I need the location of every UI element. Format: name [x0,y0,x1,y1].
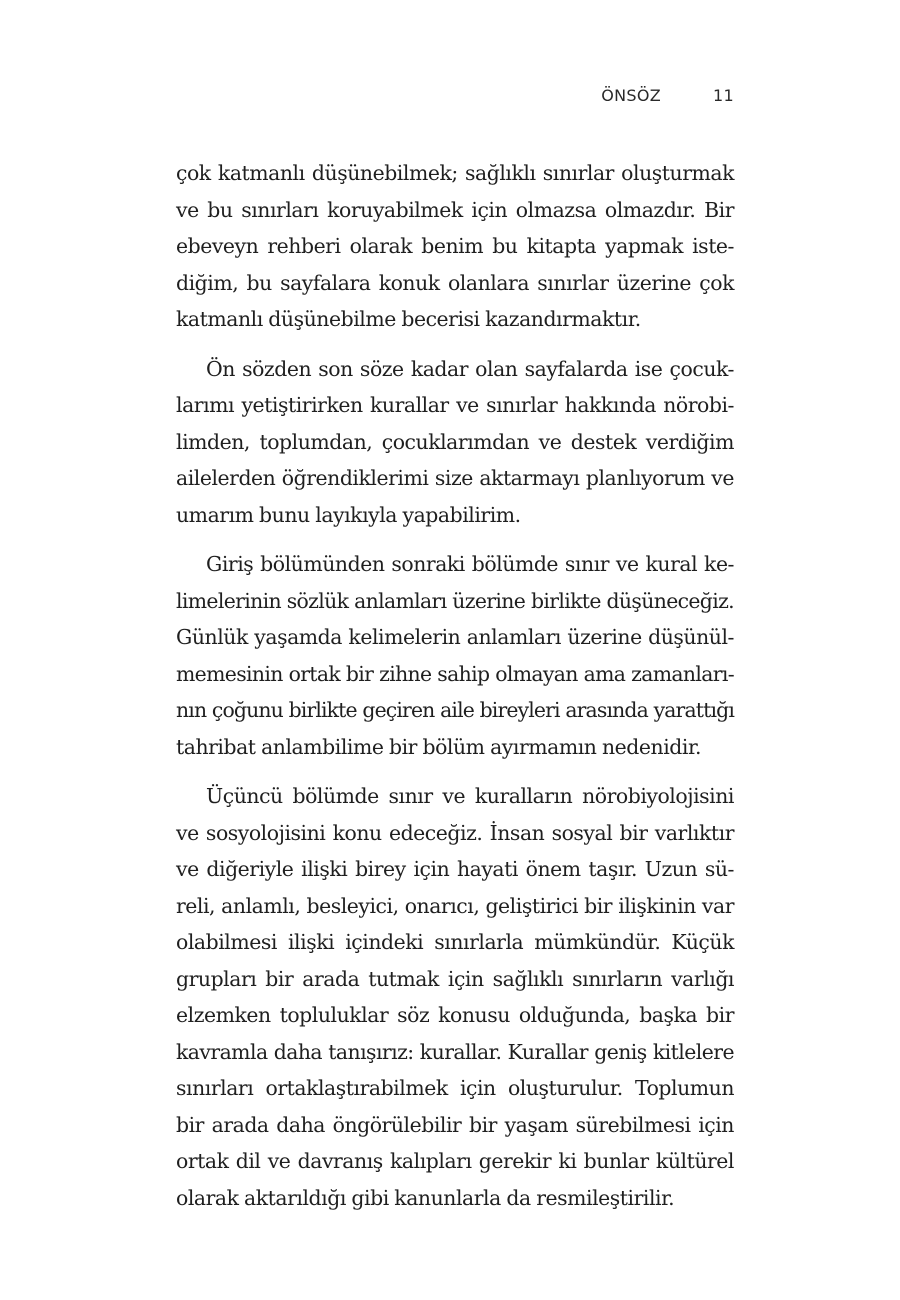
paragraph-1 [176,155,734,338]
paragraph-2 [176,351,734,534]
text-line: çok katmanlı düşünebilmek; sağlıklı sınırlar oluşturmak [176,161,734,185]
body-text [176,155,734,1229]
text-line: reli, anlamlı, besleyici, onarıcı, geliştirici bir ilişkinin var [176,893,734,918]
text-line: Giriş bölümünden sonraki bölümde sınır ve kural ke- [206,552,734,576]
text-line: larımı yetiştirirken kurallar ve sınırlar hakkında nörobi- [176,393,734,417]
text-line: ve sosyolojisini konu edeceğiz. İnsan sosyal bir varlıktır [176,820,734,845]
text-line: ortak dil ve davranış kalıpları gerekir ki bunlar kültürel [176,1149,734,1173]
text-line: sınırları ortaklaştırabilmek için oluşturulur. Toplumun [176,1076,734,1100]
text-line: bir arada daha öngörülebilir bir yaşam sürebilmesi için [176,1112,734,1137]
text-line: elzemken topluluklar söz konusu olduğunda, başka bir [176,1003,734,1027]
text-line: tahribat anlambilime bir bölüm ayırmamın nedenidir. [176,734,702,759]
text-line: diğim, bu sayfalara konuk olanlara sınırlar üzerine çok [176,270,734,295]
running-header [601,86,734,105]
text-line: Ön sözden son söze kadar olan sayfalarda ise çocuk- [206,356,734,381]
text-line: ebeveyn rehberi olarak benim bu kitapta yapmak iste- [176,234,734,258]
text-line: ailelerden öğrendiklerimi size aktarmayı planlıyorum ve [176,466,734,490]
page-number: 11 [713,86,734,105]
section-title: ÖNSÖZ [601,86,662,105]
text-line: limelerinin sözlük anlamları üzerine birlikte düşüneceğiz. [176,588,734,613]
text-line: Günlük yaşamda kelimelerin anlamları üzerine düşünül- [176,625,734,649]
text-line: umarım bunu layıkıyla yapabilirim. [176,502,521,527]
text-line: kavramla daha tanışırız: kurallar. Kurallar geniş kitlelere [176,1039,734,1064]
text-line: ve diğeriyle ilişki birey için hayati önem taşır. Uzun sü- [176,857,734,881]
paragraph-4 [176,778,734,1216]
text-line: Üçüncü bölümde sınır ve kuralların nörobiyolojisini [206,784,734,808]
text-line: grupları bir arada tutmak için sağlıklı sınırların varlığı [176,966,734,991]
text-line: katmanlı düşünebilme becerisi kazandırmaktır. [176,307,641,331]
paragraph-3 [176,546,734,765]
text-line: olarak aktarıldığı gibi kanunlarla da resmileştirilir. [176,1185,675,1210]
text-line: nın çoğunu birlikte geçiren aile bireyleri arasında yarattığı [176,698,734,722]
text-line: limden, toplumdan, çocuklarımdan ve destek verdiğim [176,429,734,454]
text-line: olabilmesi ilişki içindeki sınırlarla mümkündür. Küçük [176,930,734,954]
text-line: ve bu sınırları koruyabilmek için olmazsa olmazdır. Bir [176,197,734,222]
text-line: memesinin ortak bir zihne sahip olmayan ama zamanları- [176,661,734,686]
